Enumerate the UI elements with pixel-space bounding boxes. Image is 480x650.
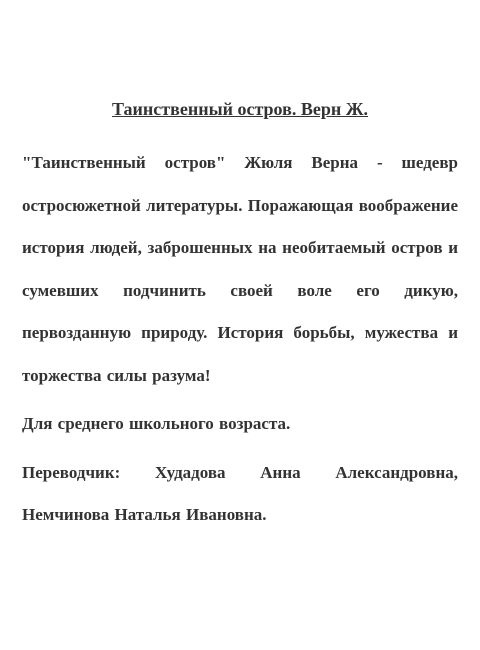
- book-description: "Таинственный остров" Жюля Верна - шедевр остросюжетной литературы. Поражающая воображение история людей, заброшенных на необитаемый остров и сумевших подчинить своей воле его дикую, первозданную природу. История борьбы, мужества и торжества силы разума!: [22, 153, 458, 385]
- audience-note: Для среднего школьного возраста.: [22, 414, 291, 433]
- translators-note: Переводчик: Худадова Анна Александровна, Немчинова Наталья Ивановна.: [22, 462, 458, 524]
- document-page: [22, 96, 458, 543]
- book-title: Таинственный остров. Верн Ж.: [111, 99, 369, 119]
